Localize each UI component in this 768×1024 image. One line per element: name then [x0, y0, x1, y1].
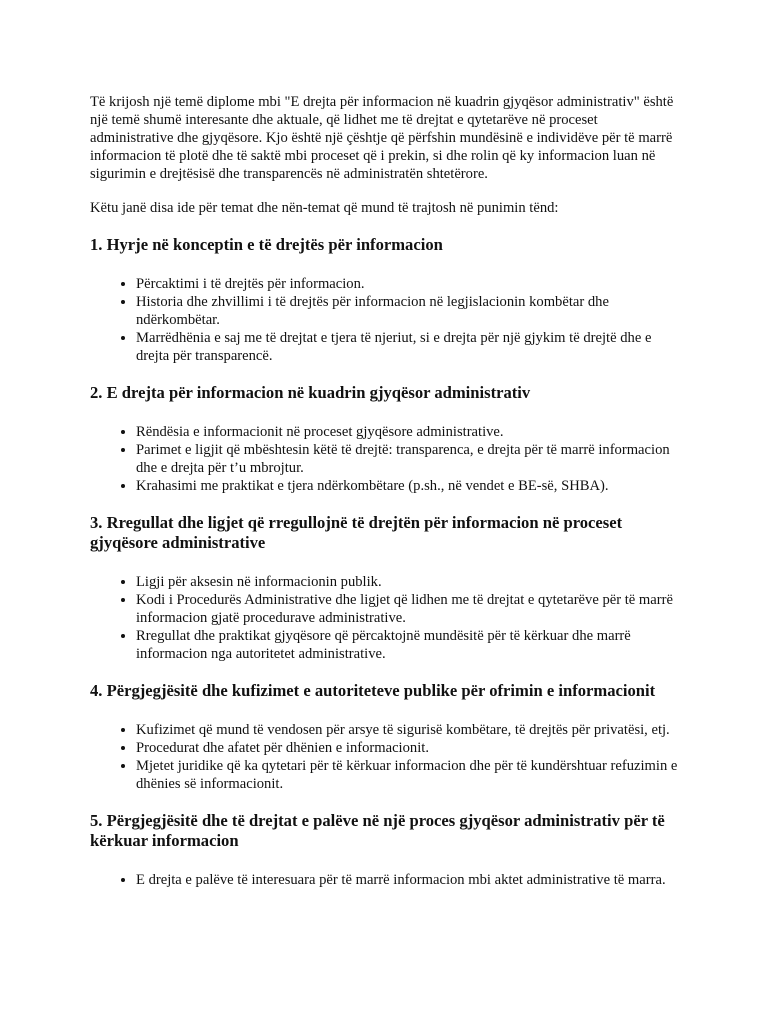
- section-list-2: [90, 423, 680, 495]
- list-item: • Ligji për aksesin në informacionin publik.: [136, 573, 680, 591]
- list-item: • Parimet e ligjit që mbështesin këtë të drejtë: transparenca, e drejta për të marrë informacion dhe e drejta për t’u mbrojtur.: [136, 441, 680, 477]
- section-heading-4: 4. Përgjegjësitë dhe kufizimet e autoriteteve publike për ofrimin e informacionit: [90, 681, 656, 700]
- list-item: • E drejta e palëve të interesuara për të marrë informacion mbi aktet administrative të marra.: [136, 871, 680, 889]
- section-list-1: [90, 275, 680, 365]
- list-item: • Përcaktimi i të drejtës për informacion.: [136, 275, 680, 293]
- section-list-4: [90, 721, 680, 793]
- list-item: • Rëndësia e informacionit në proceset gjyqësore administrative.: [136, 423, 680, 441]
- section-list-5: [90, 871, 680, 889]
- document-page: [90, 93, 680, 907]
- list-item: • Mjetet juridike që ka qytetari për të kërkuar informacion dhe për të kundërshtuar refuzimin e dhënies së informacionit.: [136, 757, 680, 793]
- list-item: • Rregullat dhe praktikat gjyqësore që përcaktojnë mundësitë për të kërkuar dhe marrë informacion nga autoritetet administrative.: [136, 627, 680, 663]
- section-list-3: [90, 573, 680, 663]
- intro-paragraph: Të krijosh një temë diplome mbi "E drejta për informacion në kuadrin gjyqësor administrativ" është një temë shumë interesante dhe aktuale, që lidhet me të drejtat e qytetarëve në proceset administrative dhe gjyqësore. Kjo është një çështje që përfshin mundësinë e individëve për të marrë informacion të plotë dhe të saktë mbi proceset që i prekin, si dhe rolin që ky informacion luan në sigurimin e drejtësisë dhe transparencës në administratën shtetërore.: [90, 94, 674, 182]
- list-item: • Procedurat dhe afatet për dhënien e informacionit.: [136, 739, 680, 757]
- section-heading-2: 2. E drejta për informacion në kuadrin gjyqësor administrativ: [90, 383, 531, 402]
- list-item: • Krahasimi me praktikat e tjera ndërkombëtare (p.sh., në vendet e BE-së, SHBA).: [136, 477, 680, 495]
- section-heading-5: 5. Përgjegjësitë dhe të drejtat e palëve në një proces gjyqësor administrativ për të kërkuar informacion: [90, 811, 665, 850]
- list-item: • Historia dhe zhvillimi i të drejtës për informacion në legjislacionin kombëtar dhe ndërkombëtar.: [136, 293, 680, 329]
- list-item: • Kufizimet që mund të vendosen për arsye të sigurisë kombëtare, të drejtës për privatësi, etj.: [136, 721, 680, 739]
- list-item: • Kodi i Procedurës Administrative dhe ligjet që lidhen me të drejtat e qytetarëve për të marrë informacion gjatë procedurave administrative.: [136, 591, 680, 627]
- section-heading-1: 1. Hyrje në konceptin e të drejtës për informacion: [90, 235, 443, 254]
- intro-lead-in: Këtu janë disa ide për temat dhe nën-temat që mund të trajtosh në punimin tënd:: [90, 200, 559, 216]
- section-heading-3: 3. Rregullat dhe ligjet që rregullojnë të drejtën për informacion në proceset gjyqësore administrative: [90, 513, 623, 552]
- list-item: • Marrëdhënia e saj me të drejtat e tjera të njeriut, si e drejta për një gjykim të drejtë dhe e drejta për transparencë.: [136, 329, 680, 365]
